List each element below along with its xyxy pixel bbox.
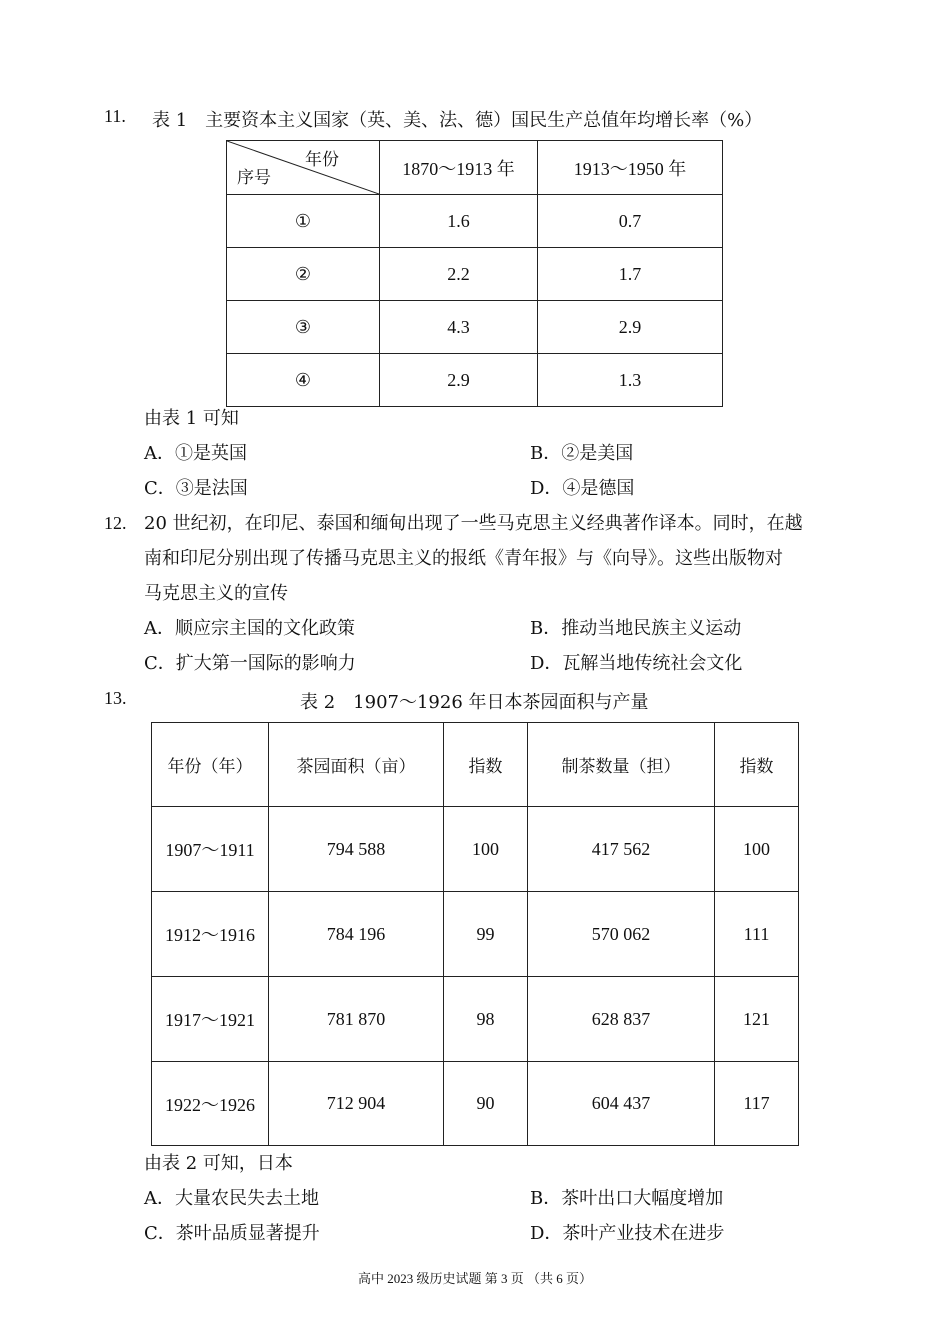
q11-table-caption: 表 1 主要资本主义国家（英、美、法、德）国民生产总值年均增长率（%）	[152, 110, 763, 131]
q11-year-label: 年份	[305, 150, 339, 169]
q13-cell-index2: 111	[715, 892, 799, 977]
q13-cell-year: 1912～1916	[152, 892, 269, 977]
q13-cell-area: 784 196	[269, 892, 444, 977]
q11-row-a: 1.6	[380, 195, 538, 248]
q13-cell-output: 570 062	[528, 892, 715, 977]
q12-option-d[interactable]: D．瓦解当地传统社会文化	[530, 653, 743, 674]
q12-number: 12.	[104, 513, 127, 533]
q11-row-a: 4.3	[380, 301, 538, 354]
q12-text-line1: 20 世纪初，在印尼、泰国和缅甸出现了一些马克思主义经典著作译本。同时，在越	[144, 513, 803, 534]
q13-cell-index1: 99	[444, 892, 528, 977]
q11-row-no: ②	[227, 248, 380, 301]
q11-header-col1: 1870～1913 年	[380, 141, 538, 195]
q13-cell-area: 781 870	[269, 977, 444, 1062]
q13-header-index1: 指数	[444, 723, 528, 807]
q11-diagonal-header-cell	[227, 141, 380, 195]
q11-stem: 由表 1 可知	[144, 408, 239, 429]
page-footer: 高中 2023 级历史试题 第 3 页 （共 6 页）	[357, 1271, 592, 1286]
q13-stem: 由表 2 可知，日本	[144, 1153, 293, 1174]
q13-cell-index1: 98	[444, 977, 528, 1062]
q13-option-d[interactable]: D．茶叶产业技术在进步	[530, 1223, 725, 1244]
q13-option-c[interactable]: C．茶叶品质显著提升	[144, 1223, 320, 1244]
q11-option-a[interactable]: A．①是英国	[144, 443, 247, 464]
q11-option-b[interactable]: B．②是美国	[530, 443, 634, 464]
q11-row-b: 2.9	[538, 301, 723, 354]
q13-cell-index2: 121	[715, 977, 799, 1062]
q13-cell-output: 417 562	[528, 807, 715, 892]
q12-text-line2: 南和印尼分别出现了传播马克思主义的报纸《青年报》与《向导》。这些出版物对	[144, 548, 783, 569]
q13-cell-index2: 100	[715, 807, 799, 892]
q11-row-a: 2.9	[380, 354, 538, 407]
q13-option-a[interactable]: A．大量农民失去土地	[144, 1188, 319, 1209]
q11-row-no: ④	[227, 354, 380, 407]
q13-header-index2: 指数	[715, 723, 799, 807]
q11-row-no: ①	[227, 195, 380, 248]
q11-row-b: 0.7	[538, 195, 723, 248]
q13-table-caption: 表 2 1907～1926 年日本茶园面积与产量	[300, 692, 649, 713]
q12-option-a[interactable]: A．顺应宗主国的文化政策	[144, 618, 355, 639]
q11-number: 11.	[104, 106, 126, 126]
q13-cell-area: 712 904	[269, 1062, 444, 1146]
q11-option-c[interactable]: C．③是法国	[144, 478, 248, 499]
q11-row-a: 2.2	[380, 248, 538, 301]
q13-cell-year: 1917～1921	[152, 977, 269, 1062]
q13-cell-output: 604 437	[528, 1062, 715, 1146]
q11-row-b: 1.3	[538, 354, 723, 407]
q11-header-col2: 1913～1950 年	[538, 141, 723, 195]
q13-option-b[interactable]: B．茶叶出口大幅度增加	[530, 1188, 724, 1209]
q12-option-c[interactable]: C．扩大第一国际的影响力	[144, 653, 356, 674]
q13-table	[151, 722, 799, 1146]
q13-header-area: 茶园面积（亩）	[269, 723, 444, 807]
q11-index-label: 序号	[237, 168, 271, 187]
q13-header-year: 年份（年）	[152, 723, 269, 807]
q12-option-b[interactable]: B．推动当地民族主义运动	[530, 618, 742, 639]
q13-cell-index1: 90	[444, 1062, 528, 1146]
q13-cell-index2: 117	[715, 1062, 799, 1146]
q11-table	[226, 140, 723, 407]
q13-cell-index1: 100	[444, 807, 528, 892]
q13-cell-year: 1922～1926	[152, 1062, 269, 1146]
q11-row-no: ③	[227, 301, 380, 354]
q11-row-b: 1.7	[538, 248, 723, 301]
q12-text-line3: 马克思主义的宣传	[144, 583, 288, 604]
q13-cell-year: 1907～1911	[152, 807, 269, 892]
q13-number: 13.	[104, 688, 127, 708]
q13-cell-area: 794 588	[269, 807, 444, 892]
q13-header-output: 制茶数量（担）	[528, 723, 715, 807]
q11-option-d[interactable]: D．④是德国	[530, 478, 635, 499]
q13-cell-output: 628 837	[528, 977, 715, 1062]
